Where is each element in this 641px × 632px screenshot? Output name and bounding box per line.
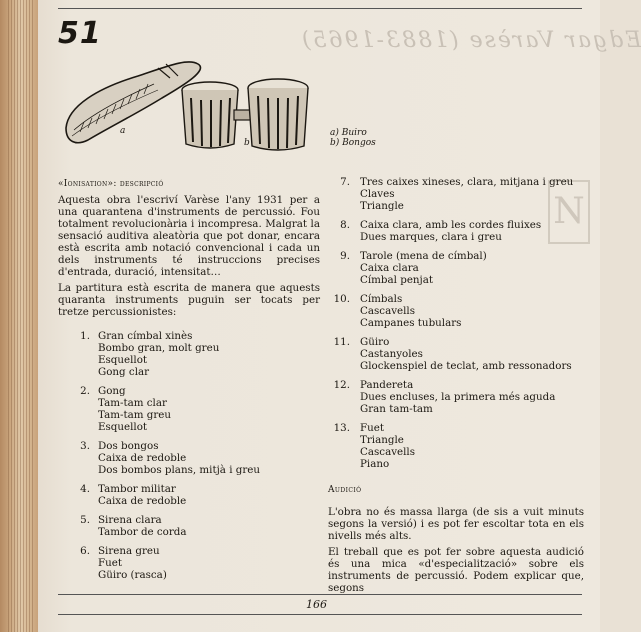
- audicio-heading: Audició: [328, 485, 362, 495]
- list-item: [328, 176, 584, 212]
- item-instruments: [360, 293, 584, 329]
- item-number: 6.: [80, 545, 90, 557]
- instrument: Címbal penjat: [360, 274, 434, 286]
- instrument: Dos bongos: [98, 440, 159, 452]
- list-item: [58, 483, 320, 507]
- description-paragraph: La partitura està escrita de manera que aquests quaranta instruments puguin ser tocats per tretze percussionistes:: [58, 282, 320, 318]
- item-instruments: [360, 219, 584, 243]
- instrument: Tam-tam clar: [98, 397, 167, 409]
- instrument: Tambor militar: [98, 483, 176, 495]
- item-number: 7.: [340, 176, 350, 188]
- instrument: Güiro: [360, 336, 390, 348]
- instrument: Sirena clara: [98, 514, 162, 526]
- description-paragraph: Aquesta obra l'escriví Varèse l'any 1931 per a una quarantena d'instruments de percussió. Fou totalment revolucionària i incompresa. Malgrat la sensació auditiva aleatòria que pot donar, encara està escrita amb notació convencional i cada un dels instruments té instruccions precises d'entrada, duració, intensitat…: [58, 194, 320, 278]
- percussionist-list-continued: [328, 176, 584, 470]
- instrument: Glockenspiel de teclat, amb ressonadors: [360, 360, 572, 372]
- top-rule: [58, 8, 582, 9]
- item-instruments: [98, 330, 320, 378]
- item-number: 4.: [80, 483, 90, 495]
- instrument: Claves: [360, 188, 395, 200]
- figure-caption: [330, 128, 376, 148]
- bottom-rule-lower: [58, 614, 582, 615]
- item-number: 3.: [80, 440, 90, 452]
- list-item: [328, 219, 584, 243]
- item-number: 12.: [333, 379, 350, 391]
- item-number: 10.: [333, 293, 350, 305]
- item-instruments: [360, 176, 584, 212]
- instruments-illustration: [58, 48, 318, 168]
- instrument: Güiro (rasca): [98, 569, 167, 581]
- item-instruments: [98, 545, 320, 581]
- instrument: Gran tam-tam: [360, 403, 433, 415]
- instrument: Castanyoles: [360, 348, 423, 360]
- heading-title: «Ionisation»:: [58, 179, 117, 189]
- instrument: Tres caixes xineses, clara, mitjana i greu: [360, 176, 574, 188]
- item-number: 11.: [333, 336, 350, 348]
- list-item: [328, 293, 584, 329]
- instrument: Triangle: [360, 200, 404, 212]
- instrument: Caixa de redoble: [98, 452, 187, 464]
- list-item: [58, 440, 320, 476]
- instrument: Fuet: [360, 422, 385, 434]
- caption-line: b) Bongos: [330, 138, 376, 148]
- left-column: [58, 178, 320, 588]
- guiro-drawing: [66, 62, 200, 143]
- instrument: Caixa de redoble: [98, 495, 187, 507]
- show-through-box: N: [548, 180, 590, 244]
- instrument: Caixa clara: [360, 262, 419, 274]
- item-instruments: [360, 336, 584, 372]
- instrument: Bombo gran, molt greu: [98, 342, 220, 354]
- instrument: Piano: [360, 458, 390, 470]
- item-number: 5.: [80, 514, 90, 526]
- bottom-rule: [58, 594, 582, 595]
- instrument: Esquellot: [98, 421, 148, 433]
- percussionist-list: [58, 330, 320, 581]
- section-heading: [58, 178, 320, 190]
- list-item: [58, 545, 320, 581]
- instrument: Fuet: [98, 557, 123, 569]
- list-item: [58, 514, 320, 538]
- list-item: [328, 336, 584, 372]
- right-column: [328, 176, 584, 598]
- show-through-header: Edgar Varèse (1883-1965): [300, 28, 641, 53]
- list-item: [328, 379, 584, 415]
- figure-label-a: a: [120, 126, 126, 136]
- instrument: Caixa clara, amb les cordes fluixes: [360, 219, 542, 231]
- spine-page-edges: [8, 0, 34, 632]
- figure-label-b: b: [244, 138, 250, 148]
- heading-rest: descripció: [119, 179, 164, 189]
- book-spine: [0, 0, 38, 632]
- instrument: Triangle: [360, 434, 404, 446]
- item-instruments: [98, 385, 320, 433]
- caption-line: a) Buiro: [330, 128, 367, 138]
- instrument: Gran címbal xinès: [98, 330, 193, 342]
- instrument: Pandereta: [360, 379, 414, 391]
- instrument: Tarole (mena de címbal): [360, 250, 487, 262]
- item-instruments: [360, 379, 584, 415]
- instrument: Tambor de corda: [98, 526, 187, 538]
- item-number: 2.: [80, 385, 90, 397]
- instrument: Címbals: [360, 293, 403, 305]
- audicio-paragraph: L'obra no és massa llarga (de sis a vuit minuts segons la versió) i es pot fer escoltar tota en els nivells més alts.: [328, 506, 584, 542]
- instrument: Dues encluses, la primera més aguda: [360, 391, 556, 403]
- item-instruments: [98, 440, 320, 476]
- item-number: 13.: [333, 422, 350, 434]
- instrument: Campanes tubulars: [360, 317, 462, 329]
- list-item: [328, 422, 584, 470]
- instrument: Sirena greu: [98, 545, 160, 557]
- instrument: Dues marques, clara i greu: [360, 231, 502, 243]
- instrument: Esquellot: [98, 354, 148, 366]
- item-instruments: [360, 422, 584, 470]
- item-instruments: [98, 514, 320, 538]
- item-instruments: [98, 483, 320, 507]
- list-item: [58, 385, 320, 433]
- item-instruments: [360, 250, 584, 286]
- audicio-paragraph: El treball que es pot fer sobre aquesta audició és una mica «d'especialització» sobre els instruments de percussió. Podem explicar que, segons: [328, 546, 584, 594]
- item-number: 1.: [80, 330, 90, 342]
- item-number: 8.: [340, 219, 350, 231]
- instrument: Cascavells: [360, 446, 415, 458]
- instrument: Tam-tam greu: [98, 409, 172, 421]
- instrument: Cascavells: [360, 305, 415, 317]
- instrument: Gong: [98, 385, 126, 397]
- page-number: 166: [306, 598, 327, 611]
- list-item: [58, 330, 320, 378]
- lesson-number: 51: [58, 16, 102, 51]
- instrument: Gong clar: [98, 366, 150, 378]
- list-item: [328, 250, 584, 286]
- item-number: 9.: [340, 250, 350, 262]
- instrument: Dos bombos plans, mitjà i greu: [98, 464, 261, 476]
